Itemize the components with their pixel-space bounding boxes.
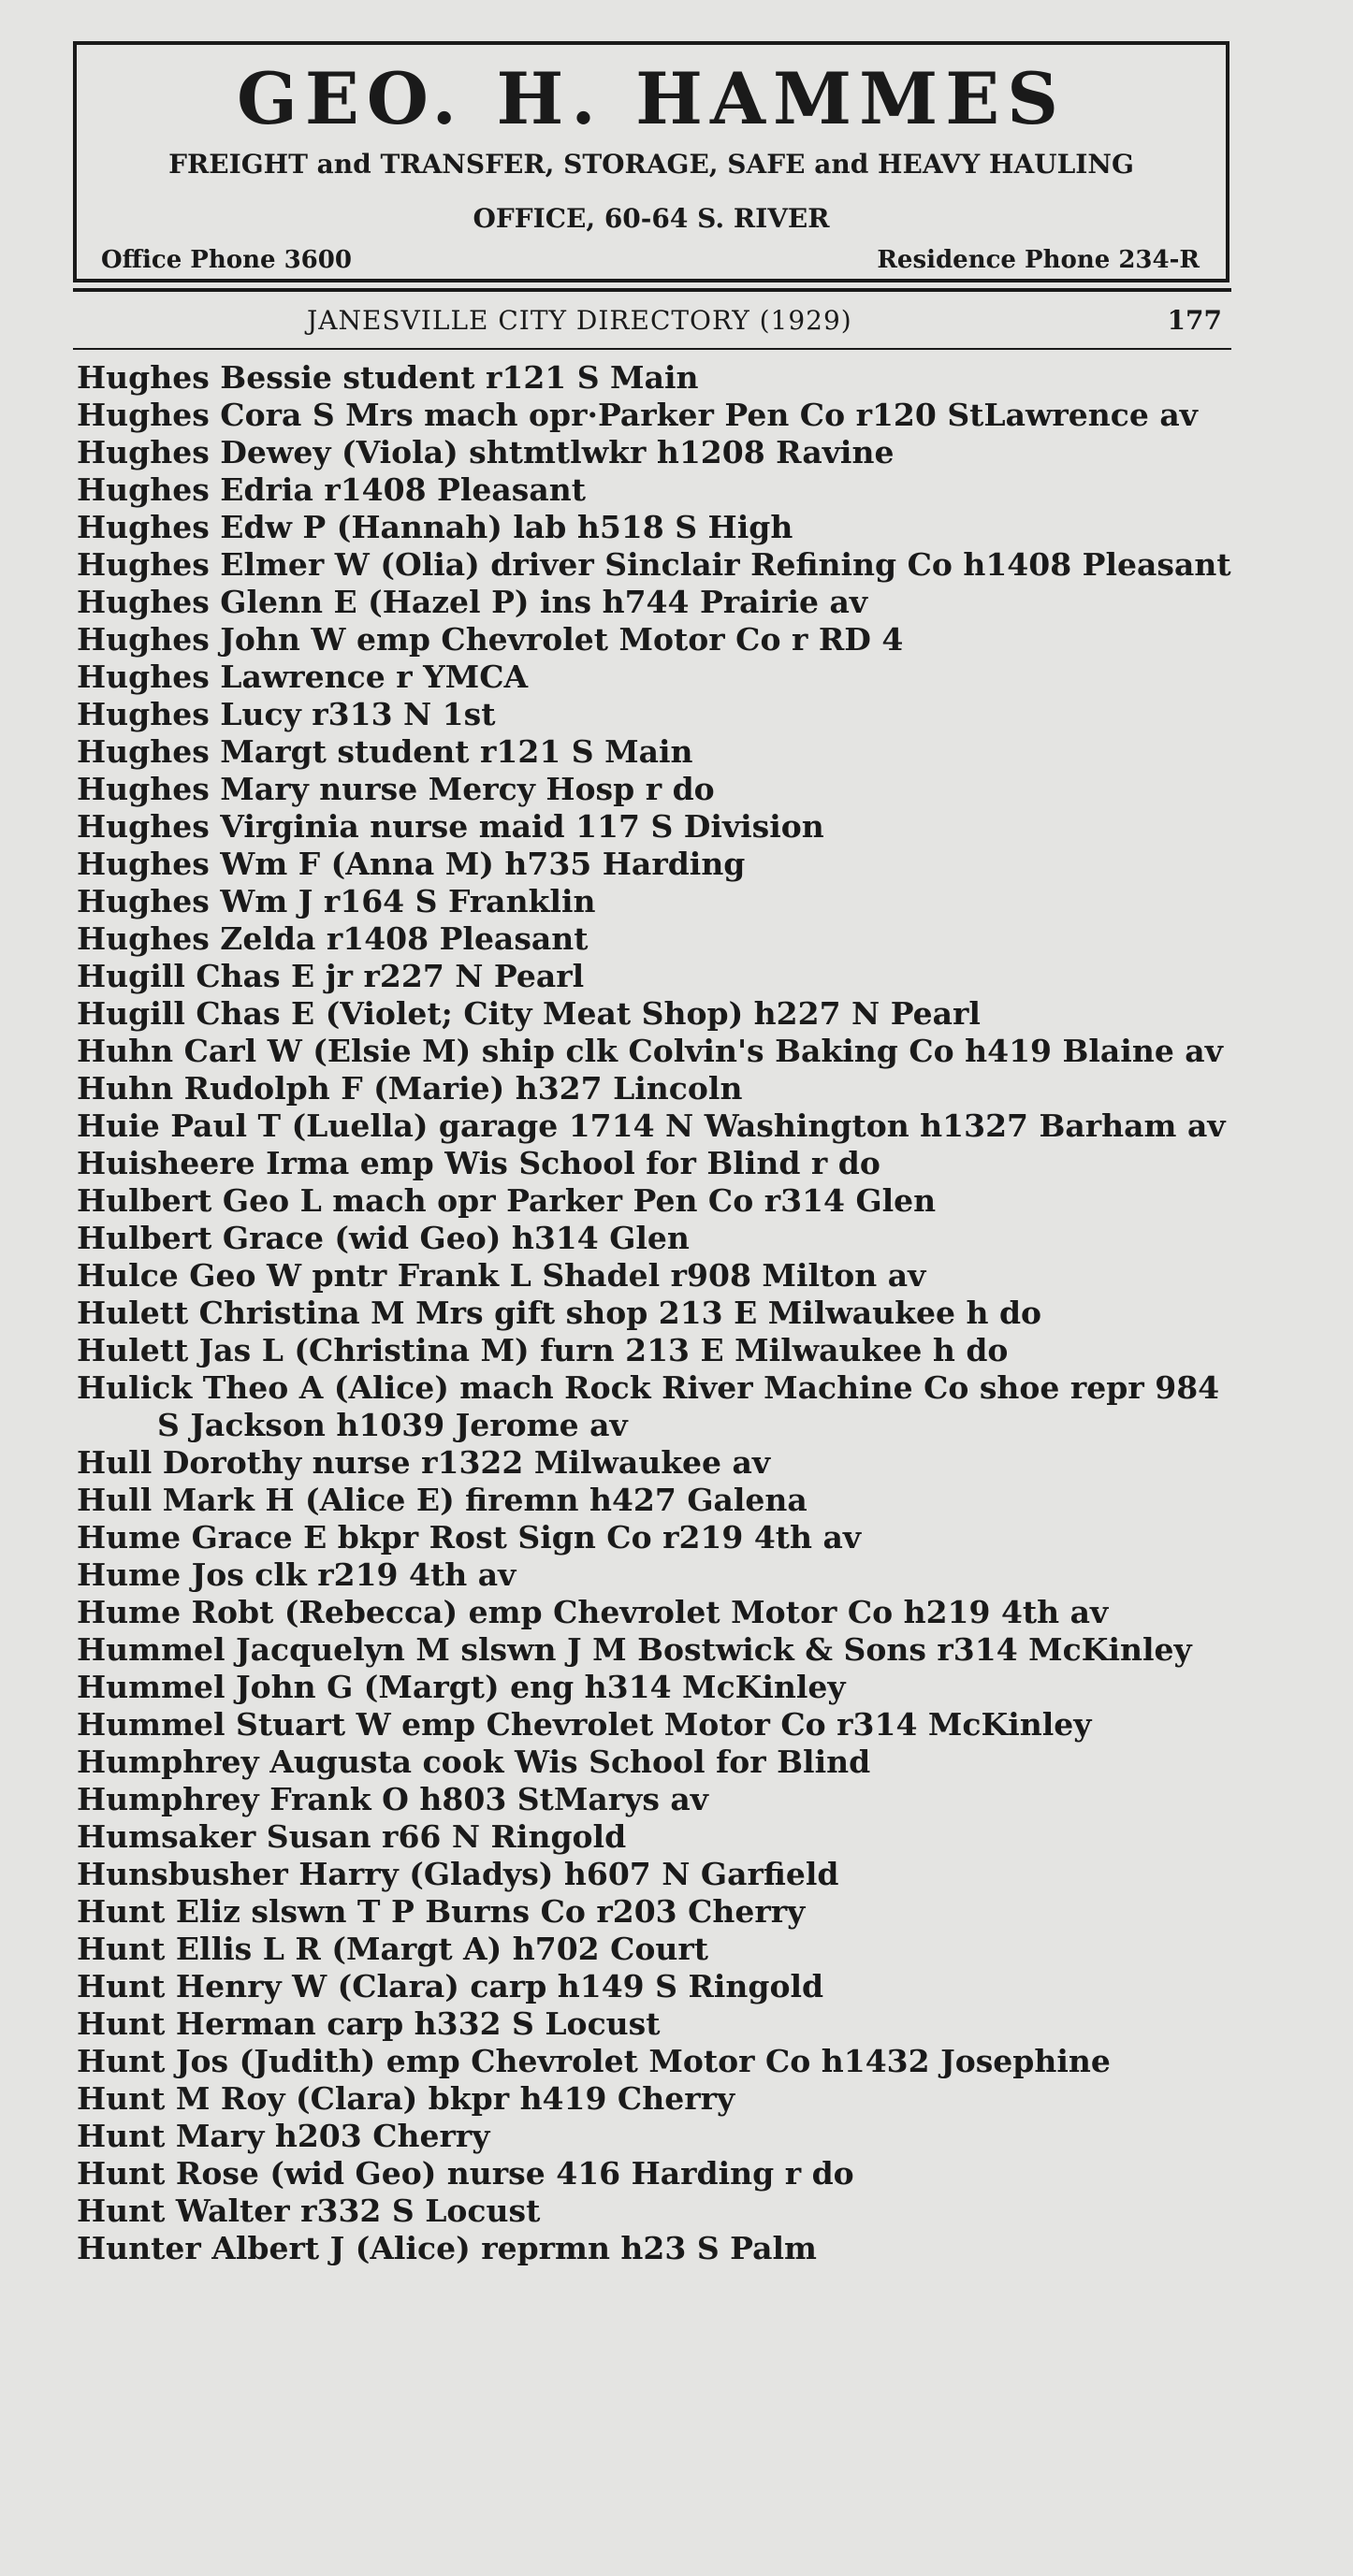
directory-entry: Hughes Wm J r164 S Franklin <box>77 883 596 919</box>
directory-entry: Hulett Christina M Mrs gift shop 213 E Milwaukee h do <box>77 1295 1042 1331</box>
directory-entry: Hulbert Grace (wid Geo) h314 Glen <box>77 1220 690 1256</box>
residence-phone: Residence Phone 234-R <box>877 246 1200 274</box>
directory-entry: Hunt Walter r332 S Locust <box>77 2192 541 2229</box>
directory-entry: Hulick Theo A (Alice) mach Rock River Machine Co shoe repr 984 S Jackson h1039 Jerome av <box>77 1369 1220 1443</box>
directory-entry: Hunt Ellis L R (Margt A) h702 Court <box>77 1931 709 1967</box>
directory-entry: Hughes Wm F (Anna M) h735 Harding <box>77 846 746 882</box>
directory-entry: Hulbert Geo L mach opr Parker Pen Co r314 Glen <box>77 1182 937 1219</box>
directory-entry: Hunt Jos (Judith) emp Chevrolet Motor Co h1432 Josephine <box>77 2043 1111 2079</box>
directory-entry: Hume Robt (Rebecca) emp Chevrolet Motor Co h219 4th av <box>77 1594 1109 1630</box>
directory-title: JANESVILLE CITY DIRECTORY (1929) <box>307 305 852 336</box>
directory-entry: Hunt Herman carp h332 S Locust <box>77 2005 661 2042</box>
advertisement-divider <box>73 288 1231 292</box>
directory-entry: Hunt Rose (wid Geo) nurse 416 Harding r do <box>77 2155 854 2192</box>
directory-entry: Hume Grace E bkpr Rost Sign Co r219 4th av <box>77 1519 862 1556</box>
directory-entry: Humsaker Susan r66 N Ringold <box>77 1818 627 1855</box>
directory-entry: Hulce Geo W pntr Frank L Shadel r908 Milton av <box>77 1257 926 1294</box>
directory-entry: Hunt Henry W (Clara) carp h149 S Ringold <box>77 1968 824 2004</box>
directory-entry: Hugill Chas E (Violet; City Meat Shop) h227 N Pearl <box>77 995 981 1032</box>
directory-entry: Hume Jos clk r219 4th av <box>77 1556 516 1593</box>
header-rule <box>73 348 1231 350</box>
page-number: 177 <box>1167 305 1222 336</box>
directory-entry: Hughes Edria r1408 Pleasant <box>77 471 586 508</box>
advertiser-services: FREIGHT and TRANSFER, STORAGE, SAFE and HEAVY HAULING <box>168 149 1134 180</box>
office-phone: Office Phone 3600 <box>101 246 352 274</box>
directory-entry: Hugill Chas E jr r227 N Pearl <box>77 958 585 994</box>
directory-entry: Hull Dorothy nurse r1322 Milwaukee av <box>77 1444 771 1481</box>
directory-entry: Hunter Albert J (Alice) reprmn h23 S Palm <box>77 2230 817 2266</box>
directory-entry: Hughes Elmer W (Olia) driver Sinclair Refining Co h1408 Pleasant <box>77 546 1231 583</box>
directory-entry: Hummel Jacquelyn M slswn J M Bostwick & Sons r314 McKinley <box>77 1631 1192 1668</box>
directory-entry: Hughes Bessie student r121 S Main <box>77 359 699 396</box>
directory-entry: Huie Paul T (Luella) garage 1714 N Washington h1327 Barham av <box>77 1107 1226 1144</box>
directory-entry: Huisheere Irma emp Wis School for Blind r do <box>77 1145 880 1181</box>
directory-entry: Hughes Glenn E (Hazel P) ins h744 Prairie av <box>77 584 868 620</box>
directory-entry: Hughes Cora S Mrs mach opr·Parker Pen Co r120 StLawrence av <box>77 397 1198 433</box>
directory-entry: Hughes Dewey (Viola) shtmtlwkr h1208 Ravine <box>77 434 895 470</box>
directory-entry: Hughes Edw P (Hannah) lab h518 S High <box>77 509 793 545</box>
directory-entry: Hull Mark H (Alice E) firemn h427 Galena <box>77 1482 807 1518</box>
directory-entry: Hughes Zelda r1408 Pleasant <box>77 920 589 957</box>
directory-entry: Humphrey Frank O h803 StMarys av <box>77 1781 708 1817</box>
advertiser-name: GEO. H. HAMMES <box>236 57 1067 140</box>
running-head <box>73 297 1231 344</box>
advertiser-office: OFFICE, 60-64 S. RIVER <box>473 203 830 234</box>
directory-entry: Hughes Virginia nurse maid 117 S Division <box>77 808 824 845</box>
directory-entry: Hummel Stuart W emp Chevrolet Motor Co r314 McKinley <box>77 1706 1092 1743</box>
directory-entry: Huhn Carl W (Elsie M) ship clk Colvin's Baking Co h419 Blaine av <box>77 1033 1223 1069</box>
directory-entry: Humphrey Augusta cook Wis School for Blind <box>77 1744 871 1780</box>
directory-entry: Hughes Mary nurse Mercy Hosp r do <box>77 771 715 807</box>
directory-entry: Hulett Jas L (Christina M) furn 213 E Milwaukee h do <box>77 1332 1009 1368</box>
directory-entry: Hummel John G (Margt) eng h314 McKinley <box>77 1669 846 1705</box>
directory-entry: Hunsbusher Harry (Gladys) h607 N Garfield <box>77 1856 839 1892</box>
directory-entry: Huhn Rudolph F (Marie) h327 Lincoln <box>77 1070 743 1107</box>
directory-entry: Hughes Margt student r121 S Main <box>77 733 693 770</box>
directory-entries <box>77 359 1237 2267</box>
directory-entry: Hughes Lawrence r YMCA <box>77 658 529 695</box>
directory-entry: Hunt Eliz slswn T P Burns Co r203 Cherry <box>77 1893 806 1930</box>
directory-entry: Hughes Lucy r313 N 1st <box>77 696 496 732</box>
advertisement-box <box>73 41 1229 282</box>
directory-entry: Hunt Mary h203 Cherry <box>77 2118 490 2154</box>
directory-entry: Hunt M Roy (Clara) bkpr h419 Cherry <box>77 2080 735 2117</box>
directory-entry: Hughes John W emp Chevrolet Motor Co r RD 4 <box>77 621 904 658</box>
